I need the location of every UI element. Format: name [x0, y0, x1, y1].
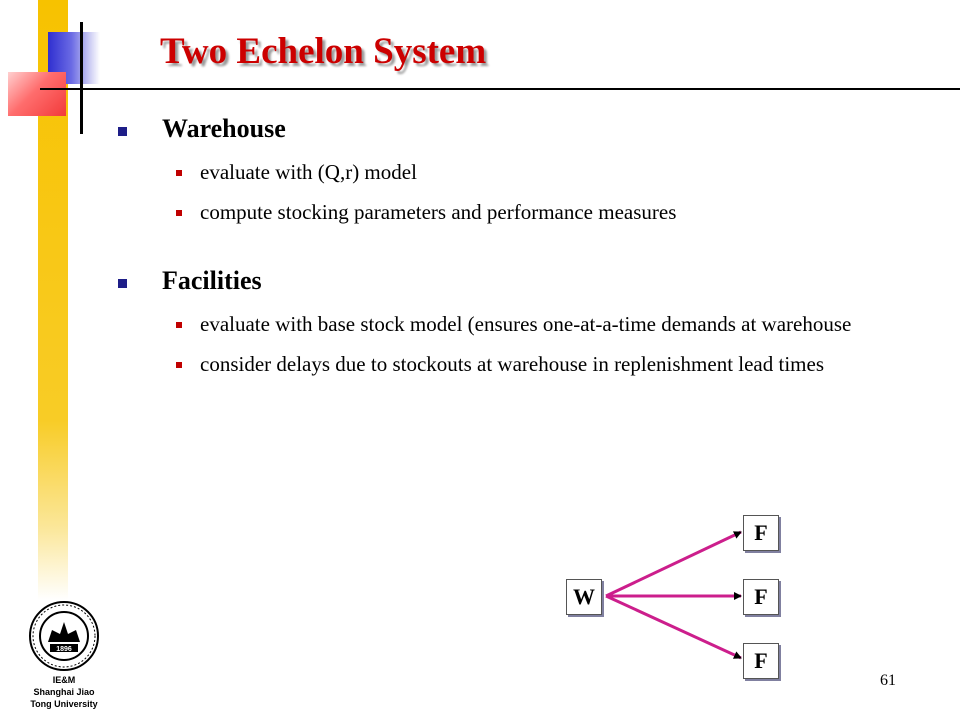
list-item — [110, 310, 900, 338]
diagram-arrow — [606, 596, 741, 658]
decorative-horizontal-line — [40, 88, 960, 90]
decorative-vertical-line — [80, 22, 83, 134]
university-logo — [20, 600, 130, 720]
logo-caption — [16, 674, 112, 710]
diagram-arrow — [606, 532, 741, 596]
section-heading — [110, 112, 900, 146]
list-item — [110, 350, 900, 378]
facility-node: F — [743, 515, 779, 551]
logo-line-1: IE&M — [52, 675, 76, 685]
slide-title: Two Echelon System — [160, 31, 487, 72]
decorative-red-square — [8, 72, 66, 116]
square-bullet-icon — [176, 210, 182, 216]
section-facilities — [110, 264, 900, 378]
section-heading-text: Facilities — [162, 266, 262, 295]
square-bullet-icon — [118, 127, 127, 136]
list-item — [110, 158, 900, 186]
logo-line-3: Tong University — [30, 699, 98, 709]
slide-content — [110, 112, 900, 378]
list-item-text: evaluate with base stock model (ensures one-at-a-time demands at warehouse — [200, 312, 852, 336]
section-heading-text: Warehouse — [162, 114, 286, 143]
square-bullet-icon — [118, 279, 127, 288]
section-heading — [110, 264, 900, 298]
square-bullet-icon — [176, 170, 182, 176]
bullet-list — [110, 310, 900, 378]
university-seal-icon — [28, 600, 100, 672]
bullet-list — [110, 158, 900, 226]
square-bullet-icon — [176, 362, 182, 368]
warehouse-node: W — [566, 579, 602, 615]
square-bullet-icon — [176, 322, 182, 328]
list-item-text: compute stocking parameters and performance measures — [200, 200, 677, 224]
list-item — [110, 198, 900, 226]
facility-node: F — [743, 579, 779, 615]
section-warehouse — [110, 112, 900, 226]
seal-year: 1896 — [56, 646, 72, 653]
logo-line-2: Shanghai Jiao — [33, 687, 95, 697]
page-number: 61 — [880, 672, 896, 689]
facility-node: F — [743, 643, 779, 679]
list-item-text: evaluate with (Q,r) model — [200, 160, 417, 184]
list-item-text: consider delays due to stockouts at warehouse in replenishment lead times — [200, 352, 825, 376]
